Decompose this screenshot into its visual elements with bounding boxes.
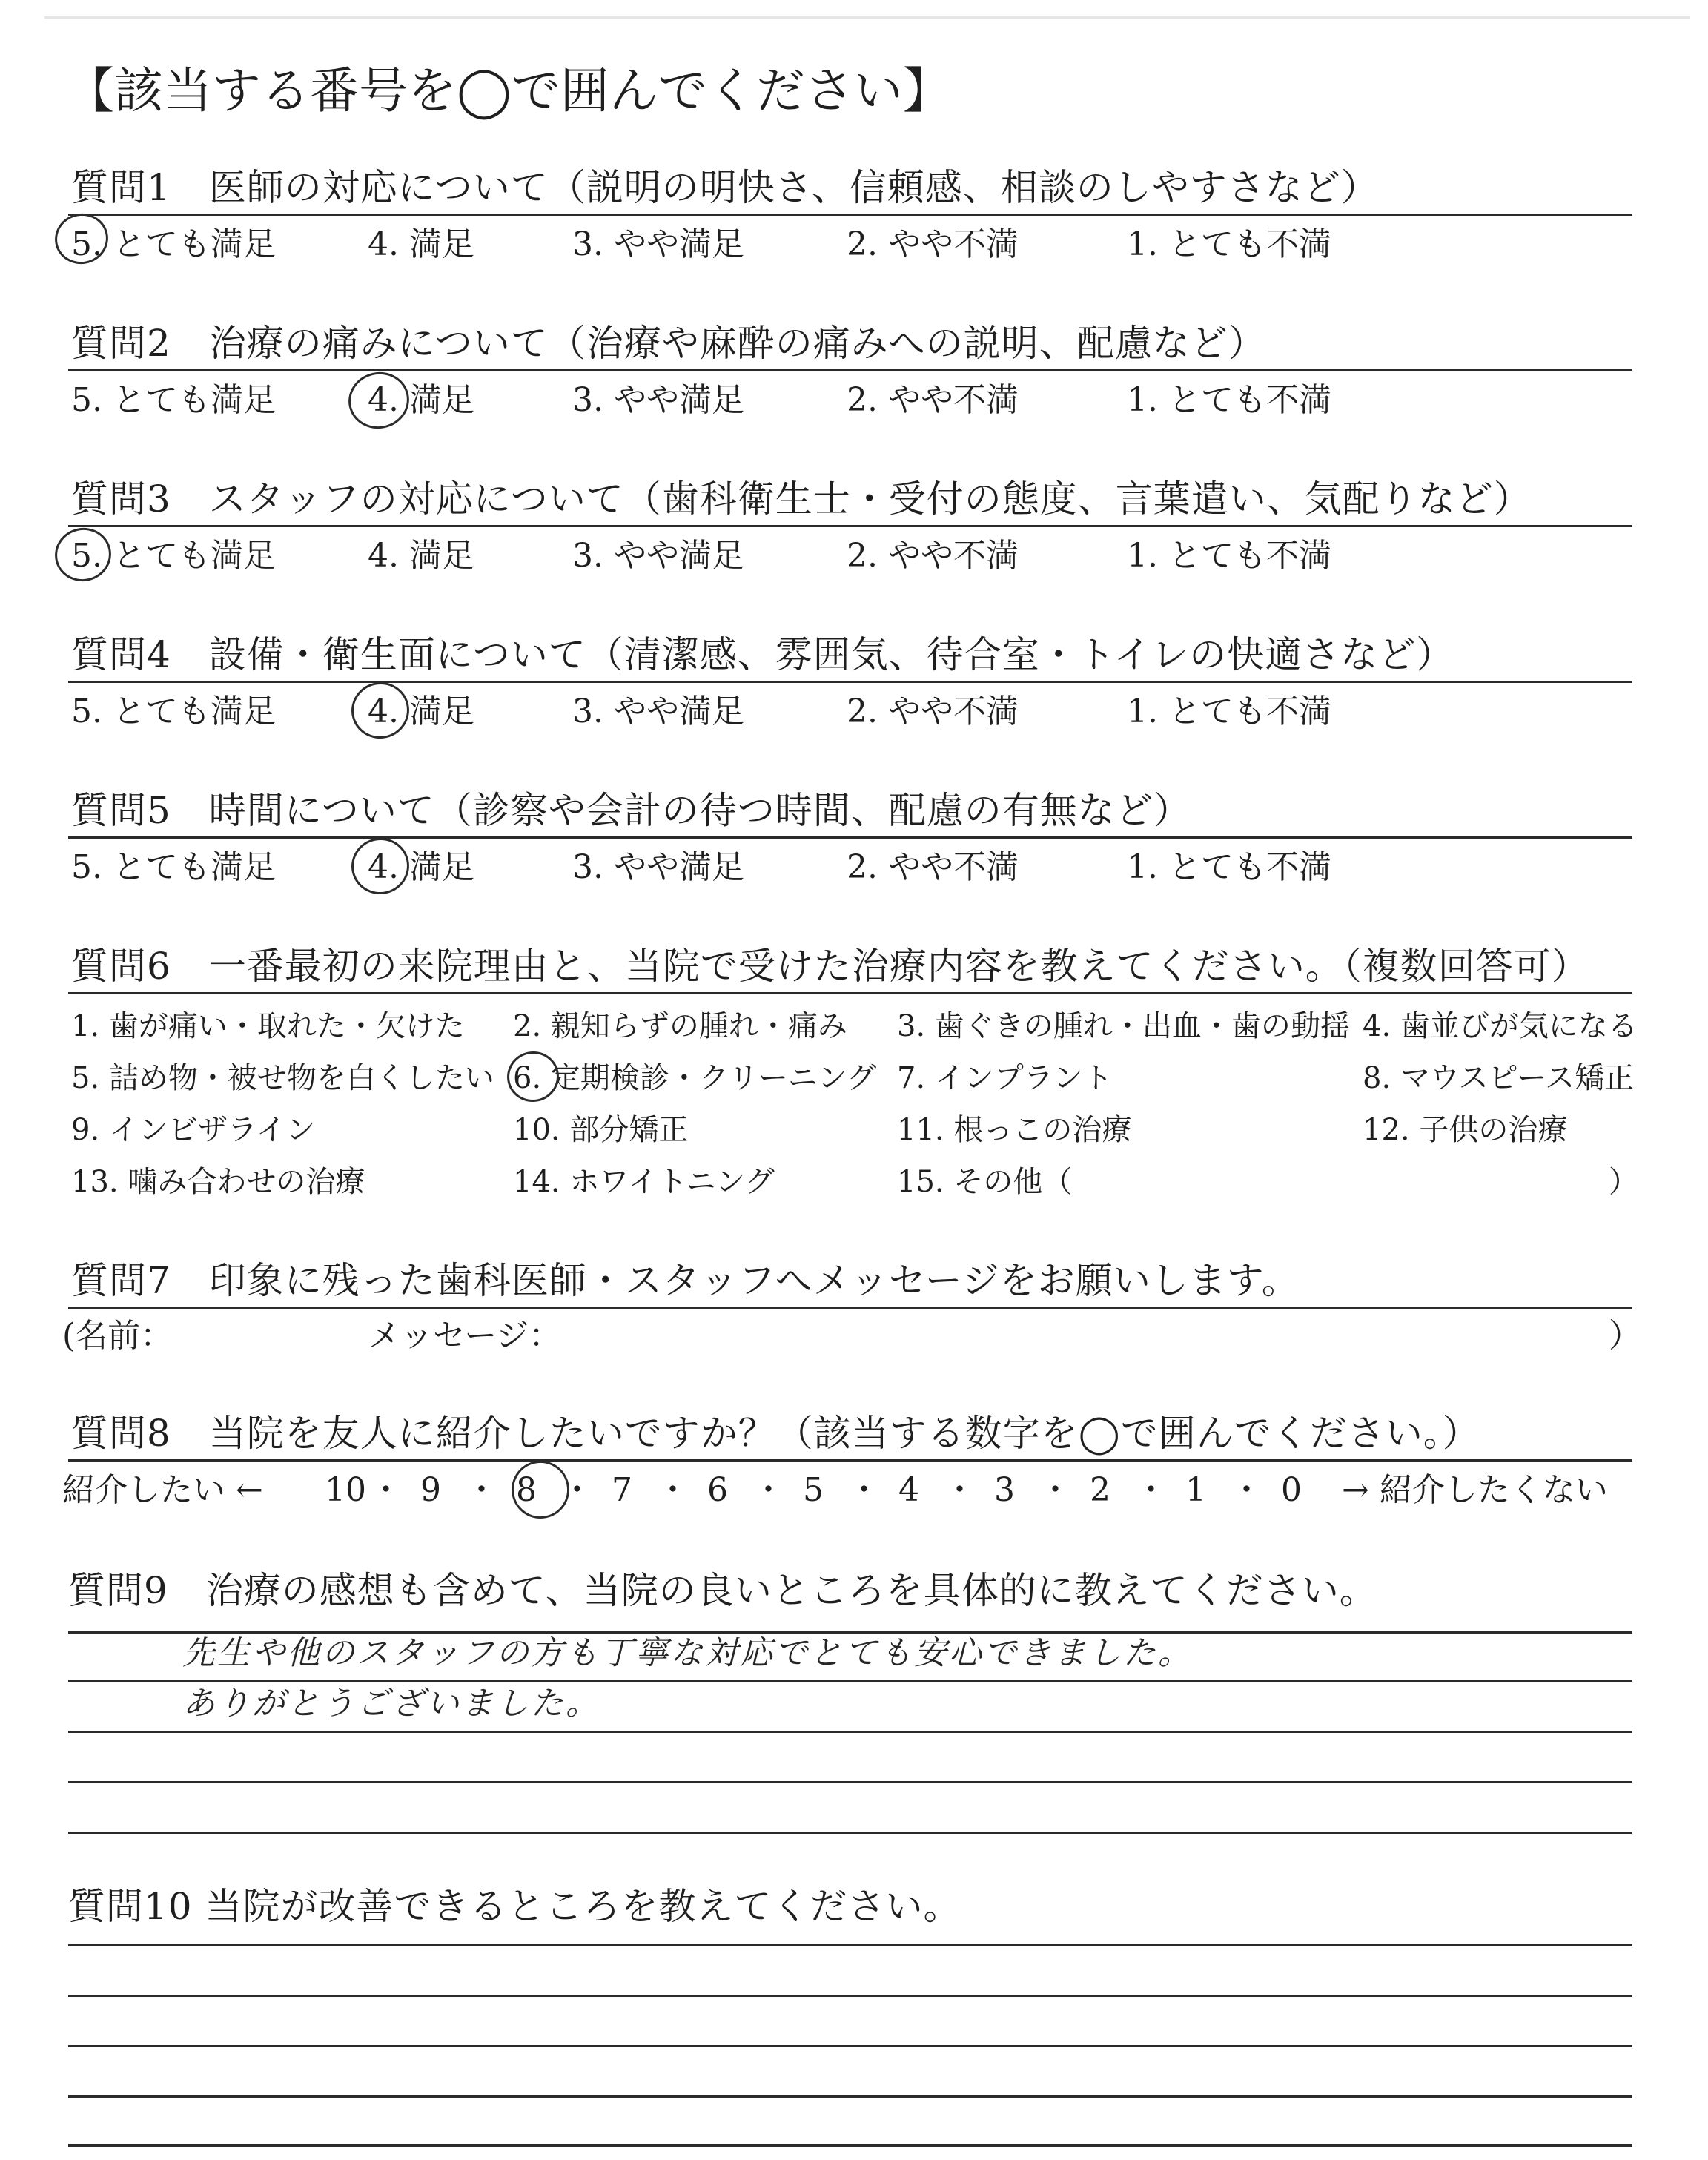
q10-line-4 bbox=[68, 2095, 1632, 2098]
q6-rule bbox=[68, 992, 1632, 994]
q6-option-2[interactable]: 2. 親知らずの腫れ・痛み bbox=[513, 1009, 847, 1043]
q9-line-3 bbox=[68, 1731, 1632, 1733]
q6-option-7[interactable]: 7. インプラント bbox=[897, 1061, 1113, 1095]
q9-line-4 bbox=[68, 1781, 1632, 1783]
q2-option-4[interactable]: 4. 満足 bbox=[368, 381, 474, 419]
q6-option-8[interactable]: 8. マウスピース矯正 bbox=[1363, 1061, 1635, 1095]
q8-scale-value-0[interactable]: 0 bbox=[1281, 1471, 1302, 1509]
q8-scale-value-2[interactable]: 2 bbox=[1090, 1471, 1110, 1509]
q4-option-1[interactable]: 1. とても不満 bbox=[1127, 693, 1331, 730]
q1-rule bbox=[68, 214, 1632, 216]
q5-option-1[interactable]: 1. とても不満 bbox=[1127, 848, 1331, 886]
q3-option-3[interactable]: 3. やや満足 bbox=[572, 537, 744, 575]
q6-option-9[interactable]: 9. インビザライン bbox=[71, 1113, 316, 1147]
q8-rule bbox=[68, 1459, 1632, 1462]
q8-scale-separator: ・ bbox=[752, 1471, 785, 1509]
q10-line-2 bbox=[68, 1995, 1632, 1997]
q5-title: 質問5 時間について（診察や会計の待つ時間、配慮の有無など） bbox=[71, 789, 1191, 832]
q3-option-5[interactable]: 5. とても満足 bbox=[71, 537, 276, 575]
q4-option-5[interactable]: 5. とても満足 bbox=[71, 693, 276, 730]
q1-option-2[interactable]: 2. やや不満 bbox=[847, 225, 1019, 263]
q10-line-5 bbox=[68, 2144, 1632, 2147]
q7-message-label: メッセージ： bbox=[368, 1317, 562, 1355]
q1-option-3[interactable]: 3. やや満足 bbox=[572, 225, 744, 263]
q8-answer-circle bbox=[506, 1456, 575, 1525]
q9-handwritten-answer-1[interactable]: 先生や他のスタッフの方も丁寧な対応でとても安心できました。 bbox=[182, 1634, 1193, 1672]
q4-rule bbox=[68, 681, 1632, 683]
q8-scale-separator: ・ bbox=[656, 1471, 689, 1509]
q7-close-paren: ） bbox=[1609, 1317, 1641, 1355]
top-edge-rule bbox=[44, 16, 1690, 19]
q5-option-4[interactable]: 4. 満足 bbox=[368, 848, 474, 886]
q7-name-label: (名前： bbox=[62, 1317, 173, 1355]
q8-scale-separator: ・ bbox=[560, 1471, 594, 1509]
q6-option-3[interactable]: 3. 歯ぐきの腫れ・出血・歯の動揺 bbox=[897, 1009, 1350, 1043]
q5-option-5[interactable]: 5. とても満足 bbox=[71, 848, 276, 886]
q8-scale-value-7[interactable]: 7 bbox=[612, 1471, 632, 1509]
q5-option-3[interactable]: 3. やや満足 bbox=[572, 848, 744, 886]
q2-rule bbox=[68, 369, 1632, 371]
q3-option-4[interactable]: 4. 満足 bbox=[368, 537, 474, 575]
q6-title: 質問6 一番最初の来院理由と、当院で受けた治療内容を教えてください。（複数回答可） bbox=[71, 945, 1589, 988]
q6-option-5[interactable]: 5. 詰め物・被せ物を白くしたい bbox=[71, 1061, 494, 1095]
q9-title: 質問9 治療の感想も含めて、当院の良いところを具体的に教えてください。 bbox=[68, 1569, 1377, 1612]
q5-option-2[interactable]: 2. やや不満 bbox=[847, 848, 1019, 886]
q1-option-5[interactable]: 5. とても満足 bbox=[71, 225, 276, 263]
q8-scale-value-3[interactable]: 3 bbox=[994, 1471, 1015, 1509]
q2-option-5[interactable]: 5. とても満足 bbox=[71, 381, 276, 419]
q1-title: 質問1 医師の対応について（説明の明快さ、信頼感、相談のしやすさなど） bbox=[71, 166, 1379, 209]
q7-rule bbox=[68, 1307, 1632, 1309]
q1-option-4[interactable]: 4. 満足 bbox=[368, 225, 474, 263]
q8-scale-separator: ・ bbox=[943, 1471, 976, 1509]
q6-option-4[interactable]: 4. 歯並びが気になる bbox=[1363, 1009, 1638, 1043]
q3-title: 質問3 スタッフの対応について（歯科衛生士・受付の態度、言葉遣い、気配りなど） bbox=[71, 478, 1532, 521]
q8-title: 質問8 当院を友人に紹介したいですか？（該当する数字を◯で囲んでください。） bbox=[71, 1412, 1480, 1455]
q8-right-label: → 紹介したくない bbox=[1342, 1471, 1608, 1509]
q10-title: 質問10 当院が改善できるところを教えてください。 bbox=[68, 1885, 961, 1928]
q8-scale-separator: ・ bbox=[1230, 1471, 1263, 1509]
q4-option-4[interactable]: 4. 満足 bbox=[368, 693, 474, 730]
q1-option-1[interactable]: 1. とても不満 bbox=[1127, 225, 1331, 263]
q6-option-13[interactable]: 13. 噛み合わせの治療 bbox=[71, 1165, 365, 1199]
instruction-heading: 【該当する番号を◯で囲んでください】 bbox=[65, 62, 952, 119]
q2-title: 質問2 治療の痛みについて（治療や麻酔の痛みへの説明、配慮など） bbox=[71, 322, 1266, 365]
q6-option-11[interactable]: 11. 根っこの治療 bbox=[897, 1113, 1132, 1147]
q8-scale-value-5[interactable]: 5 bbox=[803, 1471, 824, 1509]
q3-option-1[interactable]: 1. とても不満 bbox=[1127, 537, 1331, 575]
q3-option-2[interactable]: 2. やや不満 bbox=[847, 537, 1019, 575]
q4-title: 質問4 設備・衛生面について（清潔感、雰囲気、待合室・トイレの快適さなど） bbox=[71, 633, 1454, 676]
q8-left-label: 紹介したい ← bbox=[62, 1471, 263, 1509]
q2-option-2[interactable]: 2. やや不満 bbox=[847, 381, 1019, 419]
q6-option-10[interactable]: 10. 部分矯正 bbox=[513, 1113, 689, 1147]
q8-scale-value-10[interactable]: 10 bbox=[325, 1471, 366, 1509]
q2-answer-circle bbox=[343, 366, 414, 434]
q2-option-1[interactable]: 1. とても不満 bbox=[1127, 381, 1331, 419]
q8-scale-value-9[interactable]: 9 bbox=[420, 1471, 441, 1509]
q4-option-3[interactable]: 3. やや満足 bbox=[572, 693, 744, 730]
q3-rule bbox=[68, 525, 1632, 527]
q8-scale-separator: ・ bbox=[1134, 1471, 1168, 1509]
q8-scale-value-1[interactable]: 1 bbox=[1185, 1471, 1206, 1509]
q9-handwritten-answer-2[interactable]: ありがとうございました。 bbox=[182, 1685, 600, 1723]
q6-option-12[interactable]: 12. 子供の治療 bbox=[1363, 1113, 1568, 1147]
q8-scale-separator: ・ bbox=[465, 1471, 498, 1509]
q2-option-3[interactable]: 3. やや満足 bbox=[572, 381, 744, 419]
q9-line-5 bbox=[68, 1832, 1632, 1834]
q8-scale-separator: ・ bbox=[1039, 1471, 1072, 1509]
q6-option-6[interactable]: 6. 定期検診・クリーニング bbox=[513, 1061, 877, 1095]
q4-option-2[interactable]: 2. やや不満 bbox=[847, 693, 1019, 730]
q10-line-1 bbox=[68, 1944, 1632, 1946]
q6-option-15[interactable]: 15. その他（ bbox=[897, 1165, 1073, 1199]
q6-option-14[interactable]: 14. ホワイトニング bbox=[513, 1165, 775, 1199]
q6-other-close-paren: ） bbox=[1609, 1165, 1638, 1199]
q10-line-3 bbox=[68, 2045, 1632, 2047]
q8-scale-separator: ・ bbox=[847, 1471, 881, 1509]
q5-rule bbox=[68, 836, 1632, 839]
q6-option-1[interactable]: 1. 歯が痛い・取れた・欠けた bbox=[71, 1009, 465, 1043]
q8-scale-value-4[interactable]: 4 bbox=[898, 1471, 919, 1509]
q8-scale-value-8[interactable]: 8 bbox=[516, 1471, 537, 1509]
q8-scale-value-6[interactable]: 6 bbox=[707, 1471, 728, 1509]
q7-title: 質問7 印象に残った歯科医師・スタッフへメッセージをお願いします。 bbox=[71, 1259, 1300, 1302]
q8-scale-separator: ・ bbox=[369, 1471, 403, 1509]
